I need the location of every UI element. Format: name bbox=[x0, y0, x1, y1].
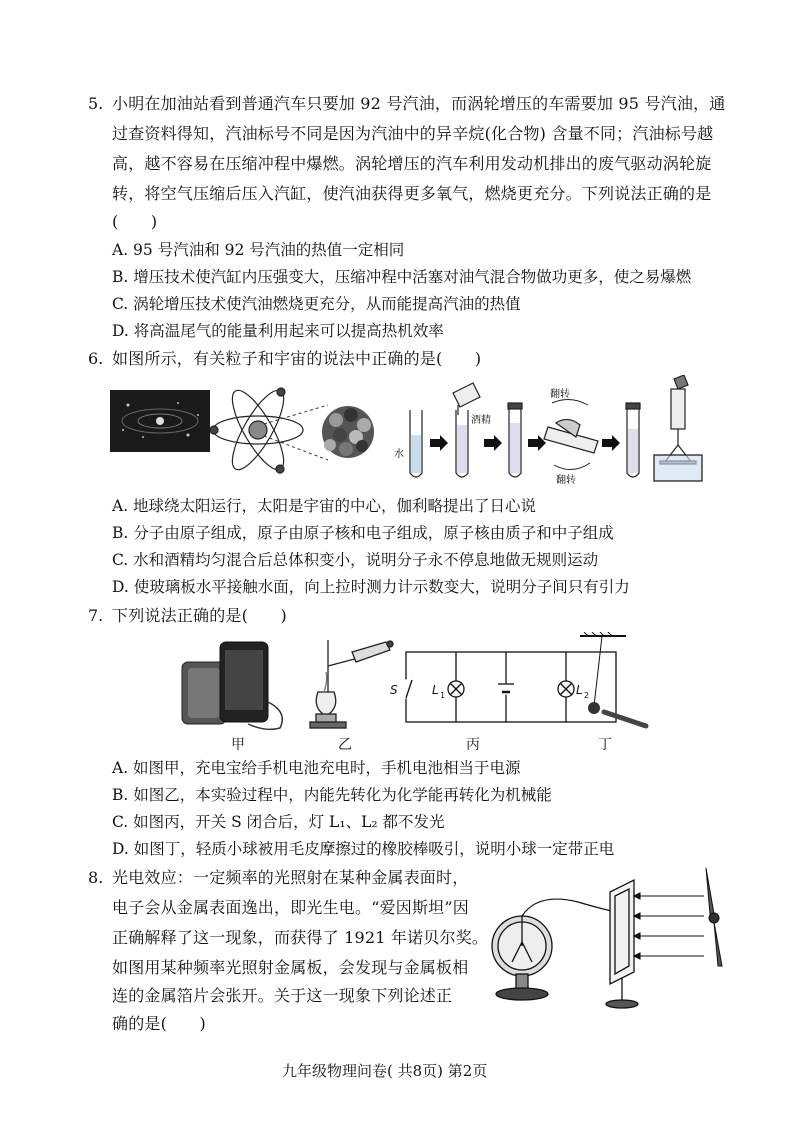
corked-tube bbox=[508, 403, 522, 477]
q5-line: 小明在加油站看到普通汽车只要加 92 号汽油，而涡轮增压的车需要加 95 号汽油，通 bbox=[112, 94, 726, 113]
arrow-icon bbox=[484, 435, 502, 451]
l1-label: L bbox=[432, 683, 439, 697]
q6-option-c: C. 水和酒精均匀混合后总体积变小，说明分子永不停息地做无规则运动 bbox=[112, 551, 599, 569]
connecting-wire bbox=[522, 899, 616, 916]
power-bank-phone bbox=[182, 642, 282, 729]
caption-ding: 丁 bbox=[598, 737, 612, 753]
q5-line: ( ) bbox=[112, 212, 158, 231]
q6-option-b: B. 分子由原子组成，原子由原子核和电子组成，原子核由质子和中子组成 bbox=[112, 524, 614, 542]
flip-arrow-icon bbox=[552, 399, 588, 405]
q5-line: 过查资料得知，汽油标号不同是因为汽油中的异辛烷(化合物) 含量不同；汽油标号越 bbox=[112, 124, 714, 143]
l1-subscript: 1 bbox=[440, 691, 446, 700]
q5-option-a: A. 95 号汽油和 92 号汽油的热值一定相同 bbox=[112, 241, 405, 259]
result-tube bbox=[626, 403, 640, 477]
q5-option-b: B. 增压技术使汽缸内压强变大，压缩冲程中活塞对油气混合物做功更多，使之易爆燃 bbox=[112, 268, 692, 286]
photoelectric-figure bbox=[478, 862, 726, 1012]
flip-arrow-icon bbox=[554, 463, 590, 470]
flip-label-bottom: 翻转 bbox=[556, 475, 576, 486]
alcohol-bottle bbox=[453, 383, 480, 477]
alcohol-label: 酒精 bbox=[471, 415, 491, 426]
q5-line: 转，将空气压缩后压入汽缸，使汽油获得更多氧气，燃烧更充分。下列说法正确的是 bbox=[112, 184, 712, 203]
q8-line: 光电效应：一定频率的光照射在某种金属表面时， bbox=[112, 868, 469, 887]
q5-option-d: D. 将高温尾气的能量利用起来可以提高热机效率 bbox=[112, 322, 444, 340]
q7-option-b: B. 如图乙，本实验过程中，内能先转化为化学能再转化为机械能 bbox=[112, 786, 552, 804]
l2-label: L bbox=[576, 683, 583, 697]
caption-yi: 乙 bbox=[338, 737, 352, 753]
q8-line: 如图用某种频率光照射金属板，会发现与金属板相 bbox=[112, 958, 469, 977]
q6-number: 6. bbox=[88, 349, 104, 368]
switch-label: S bbox=[390, 683, 398, 697]
electroscope bbox=[492, 916, 552, 1000]
hand-tube bbox=[544, 419, 598, 453]
q6-option-d: D. 使玻璃板水平接触水面，向上拉时测力计示数变大，说明分子间只有引力 bbox=[112, 578, 630, 596]
q5-option-c: C. 涡轮增压技术使汽油燃烧更充分，从而能提高汽油的热值 bbox=[112, 295, 521, 313]
caption-jia: 甲 bbox=[231, 737, 245, 753]
q7-option-a: A. 如图甲，充电宝给手机电池充电时，手机电池相当于电源 bbox=[112, 759, 521, 777]
test-tube-water bbox=[410, 410, 422, 477]
q8-line: 电子会从金属表面逸出，即光生电。“爱因斯坦”因 bbox=[112, 898, 469, 917]
lamp-icon bbox=[706, 868, 722, 966]
q7-number: 7. bbox=[88, 606, 104, 625]
q7-stem: 下列说法正确的是( ) bbox=[112, 606, 287, 625]
q6-option-a: A. 地球绕太阳运行，太阳是宇宙的中心，伽利略提出了日心说 bbox=[112, 497, 537, 515]
q8-line: 连的金属箔片会张开。关于这一现象下列论述正 bbox=[112, 986, 453, 1005]
flip-label-top: 翻转 bbox=[550, 389, 570, 400]
pendulum-ball-rod bbox=[580, 632, 646, 726]
page-footer: 九年级物理问卷( 共8页) 第2页 bbox=[282, 1062, 488, 1080]
spring-scale-apparatus bbox=[654, 375, 702, 481]
arrow-icon bbox=[430, 435, 448, 451]
iron-stand-tube bbox=[310, 640, 393, 728]
q7-figure bbox=[176, 632, 656, 734]
metal-plate bbox=[606, 880, 638, 1008]
q7-option-c: C. 如图丙，开关 S 闭合后，灯 L₁、L₂ 都不发光 bbox=[112, 813, 445, 831]
q5-number: 5. bbox=[88, 94, 104, 113]
light-rays bbox=[634, 893, 704, 959]
caption-bing: 丙 bbox=[466, 737, 480, 753]
nucleus-cluster bbox=[322, 406, 374, 458]
arrow-icon bbox=[602, 435, 620, 451]
q8-number: 8. bbox=[88, 868, 104, 887]
l2-subscript: 2 bbox=[584, 691, 590, 700]
q6-stem: 如图所示，有关粒子和宇宙的说法中正确的是( ) bbox=[112, 349, 482, 368]
q5-line: 高，越不容易在压缩冲程中爆燃。涡轮增压的汽车利用发动机排出的废气驱动涡轮旋 bbox=[112, 154, 712, 173]
q8-line: 正确解释了这一现象，而获得了 1921 年诺贝尔奖。 bbox=[112, 928, 489, 947]
q6-figure bbox=[108, 375, 708, 487]
galaxy-image bbox=[110, 390, 210, 452]
atom-model bbox=[210, 384, 303, 476]
q8-line: 确的是( ) bbox=[112, 1014, 206, 1033]
arrow-icon bbox=[528, 435, 546, 451]
water-label: 水 bbox=[394, 449, 404, 460]
q7-option-d: D. 如图丁，轻质小球被用毛皮摩擦过的橡胶棒吸引，说明小球一定带正电 bbox=[112, 840, 615, 858]
